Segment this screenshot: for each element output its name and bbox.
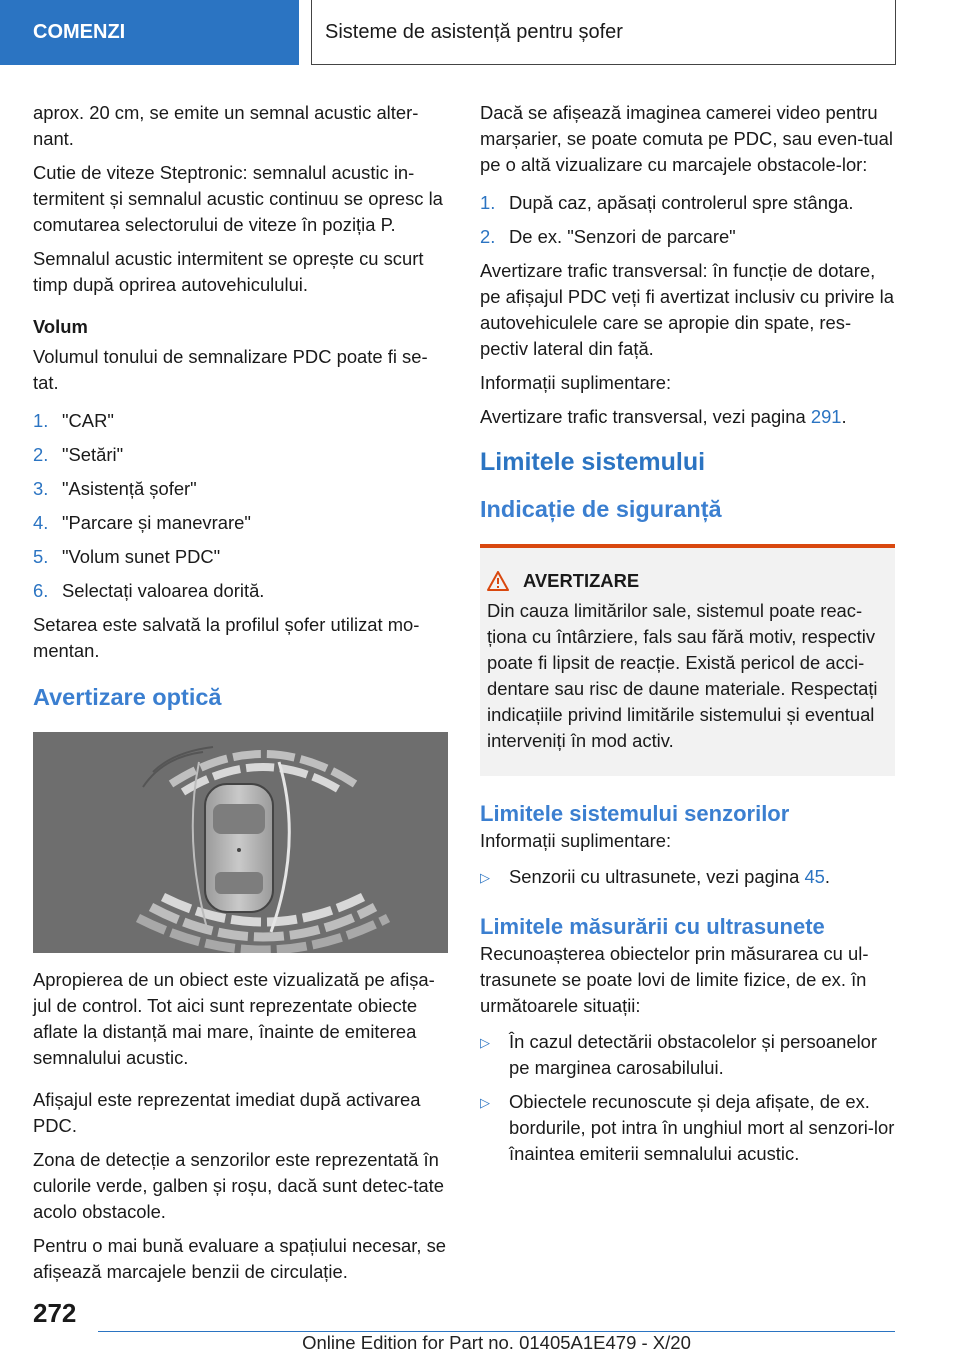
triangle-bullet-icon: ▷ [480, 1035, 490, 1050]
paragraph: Dacă se afișează imaginea camerei video pentru marșarier, se poate comuta pe PDC, sau even-tual pe o altă vizualizare cu marcajele obstacole-lor: [480, 102, 893, 175]
step-number: 2. [33, 444, 49, 465]
right-column [480, 100, 895, 1175]
list-item [480, 190, 895, 216]
volume-steps-list [33, 408, 448, 604]
warning-title: AVERTIZARE [523, 570, 640, 591]
subsection-heading-sensors: Limitele sistemului senzorilor [480, 801, 790, 826]
list-item-content [509, 864, 830, 891]
paragraph: Afișajul este reprezentat imediat după activarea PDC. [33, 1089, 421, 1136]
list-item [480, 864, 895, 891]
list-item [33, 544, 448, 570]
paragraph: Volumul tonului de semnalizare PDC poate fi se-tat. [33, 346, 428, 393]
list-item [480, 1089, 895, 1167]
step-number: 4. [33, 512, 49, 533]
section-tab [0, 0, 299, 65]
step-number: 5. [33, 546, 49, 567]
list-item-text: Obiectele recunoscute și deja afișate, de ex. bordurile, pot intra în unghiul mort al senzori-lor înaintea emiterii semnalului acustic. [509, 1091, 895, 1164]
step-number: 1. [33, 410, 49, 431]
step-number: 2. [480, 226, 496, 247]
paragraph: Setarea este salvată la profilul șofer utilizat mo-mentan. [33, 614, 420, 661]
step-text: "Volum sunet PDC" [62, 546, 221, 567]
paragraph: aprox. 20 cm, se emite un semnal acustic alter-nant. [33, 102, 419, 149]
paragraph [480, 404, 895, 430]
section-label: COMENZI [33, 21, 126, 43]
triangle-bullet-icon: ▷ [480, 870, 490, 885]
reference-text: Avertizare trafic transversal, vezi pagina [480, 406, 811, 427]
section-heading-optical: Avertizare optică [33, 684, 222, 710]
list-item [480, 1029, 895, 1081]
pdc-display-image [33, 732, 448, 953]
page-reference-link[interactable]: 291 [810, 406, 842, 427]
paragraph: Pentru o mai bună evaluare a spațiului necesar, se afișează marcajele benzii de circulație. [33, 1235, 447, 1282]
paragraph: Cutie de viteze Steptronic: semnalul acustic in-termitent și semnalul acustic continuu se opresc la comutarea selectorului de viteze în poziția P. [33, 162, 443, 235]
list-item [33, 476, 448, 502]
step-number: 1. [480, 192, 496, 213]
left-column [33, 100, 448, 1293]
step-number: 3. [33, 478, 49, 499]
volume-subheading: Volum [33, 316, 88, 337]
list-item [33, 510, 448, 536]
punctuation: . [824, 866, 831, 887]
paragraph: Semnalul acustic intermitent se oprește cu scurt timp după oprirea autovehiculului. [33, 248, 424, 295]
subsection-heading-ultrasound: Limitele măsurării cu ultrasunete [480, 914, 825, 939]
step-text: De ex. "Senzori de parcare" [509, 226, 736, 247]
paragraph: Informații suplimentare: [480, 372, 672, 393]
punctuation: . [841, 406, 847, 427]
section-heading-limits: Limitele sistemului [480, 448, 706, 476]
list-item [33, 442, 448, 468]
warning-triangle-icon [487, 571, 509, 591]
chapter-title-text: Sisteme de asistență pentru șofer [325, 20, 623, 43]
warning-box [480, 544, 895, 776]
paragraph: Recunoașterea obiectelor prin măsurarea cu ul-trasunete se poate lovi de limite fizice, de ex. în următoarele situații: [480, 943, 869, 1016]
paragraph: Avertizare trafic transversal: în funcție de dotare, pe afișajul PDC veți fi avertizat inclusiv cu privire la autovehiculele care se apropie din spate, res-pectiv lateral din față. [480, 260, 894, 359]
list-item-text: În cazul detectării obstacolelor și persoanelor pe marginea carosabilului. [509, 1031, 878, 1078]
step-text: "Parcare și manevrare" [62, 512, 251, 533]
page-reference-link[interactable]: 45 [804, 866, 825, 887]
step-text: După caz, apăsați controlerul spre stânga. [509, 192, 854, 213]
warning-title-row [487, 568, 889, 594]
list-item [33, 578, 448, 604]
camera-steps-list [480, 190, 895, 250]
paragraph: Informații suplimentare: [480, 830, 672, 851]
warning-text: Din cauza limitărilor sale, sistemul poate reac-ționa cu întârziere, fals sau fără motiv, respectiv poate fi lipsit de reacție. Există pericol de acci-dentare sau risc de daune materiale. Respectați indicațiile privind limitările sistemului și eventual interveniți în mod activ. [487, 600, 878, 751]
step-text: "Setări" [62, 444, 124, 465]
step-text: "Asistență șofer" [62, 478, 197, 499]
footer-edition: Online Edition for Part no. 01405A1E479 - X/20 [302, 1332, 691, 1353]
paragraph: Zona de detecție a senzorilor este reprezentată în culorile verde, galben și roșu, dacă sunt detec-tate acolo obstacole. [33, 1149, 444, 1222]
list-item-text: Senzorii cu ultrasunete, vezi pagina [509, 866, 805, 887]
parking-sensor-illustration [33, 732, 448, 953]
page-number: 272 [33, 1298, 77, 1328]
step-text: Selectați valoarea dorită. [62, 580, 265, 601]
subsection-heading-safety: Indicație de siguranță [480, 496, 722, 522]
paragraph: Apropierea de un obiect este vizualizată pe afișa-jul de control. Tot aici sunt reprezentate obiecte aflate la distanță mai mare, înainte de emiterea semnalului acustic. [33, 969, 435, 1068]
step-text: "CAR" [62, 410, 114, 431]
triangle-bullet-icon: ▷ [480, 1095, 490, 1110]
step-number: 6. [33, 580, 49, 601]
chapter-title [311, 0, 896, 65]
list-item [480, 224, 895, 250]
list-item [33, 408, 448, 434]
